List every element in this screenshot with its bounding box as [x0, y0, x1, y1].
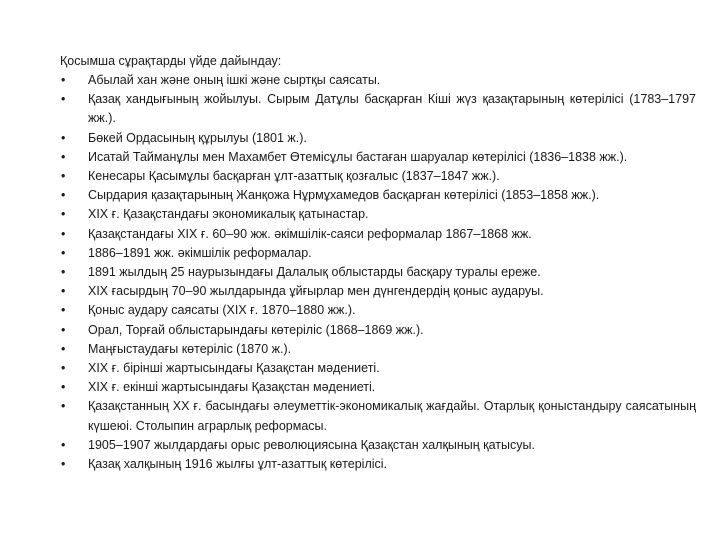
list-item-text: XIX ғ. Қазақстандағы экономикалық қатынастар. — [88, 207, 369, 222]
list-item-text: 1886–1891 жж. әкімшілік реформалар. — [88, 245, 312, 260]
bullet-icon: • — [61, 92, 66, 107]
list-item — [60, 90, 696, 128]
list-item-text: Қоныс аудару саясаты (XIX ғ. 1870–1880 жж.). — [88, 303, 356, 318]
bullet-icon: • — [61, 303, 66, 318]
list-item — [60, 167, 696, 186]
list-item — [60, 397, 696, 435]
list-item-text: XIX ғасырдың 70–90 жылдарында ұйғырлар мен дүнгендердің қоныс аударуы. — [88, 284, 544, 299]
list-item — [60, 321, 696, 340]
list-item — [60, 225, 696, 244]
list-item — [60, 340, 696, 359]
list-item-text: XIX ғ. бірінші жартысындағы Қазақстан мәдениеті. — [88, 361, 380, 376]
list-item-text: Қазақстандағы XIX ғ. 60–90 жж. әкімшілік-саяси реформалар 1867–1868 жж. — [88, 226, 532, 241]
bullet-icon: • — [61, 341, 66, 356]
list-item-text: Қазақ халқының 1916 жылғы ұлт-азаттық көтерілісі. — [88, 457, 388, 472]
list-item-text: Қазақстанның XX ғ. басындағы әлеуметтік-экономикалық жағдайы. Отарлық қоныстандыру саясатының күшеюі. Столыпин аграрлық реформасы. — [88, 399, 696, 433]
list-item-text: Орал, Торғай облыстарындағы көтеріліс (1868–1869 жж.). — [88, 322, 424, 337]
list-item — [60, 148, 696, 167]
bullet-icon: • — [61, 245, 66, 260]
bullet-icon: • — [61, 169, 66, 184]
bullet-icon: • — [61, 284, 66, 299]
list-item — [60, 455, 696, 474]
bullet-icon: • — [61, 188, 66, 203]
list-item — [60, 71, 696, 90]
list-item — [60, 301, 696, 320]
bullet-icon: • — [61, 457, 66, 472]
list-item-text: 1891 жылдың 25 наурызындағы Далалық облыстарды басқару туралы ереже. — [88, 265, 541, 280]
bullet-icon: • — [61, 399, 66, 414]
list-item-text: Сырдария қазақтарының Жанқожа Нұрмұхамедов басқарған көтерілісі (1853–1858 жж.). — [88, 188, 600, 203]
bullet-icon: • — [61, 361, 66, 376]
list-item — [60, 378, 696, 397]
list-item-text: Кенесары Қасымұлы басқарған ұлт-азаттық қозғалыс (1837–1847 жж.). — [88, 169, 500, 184]
bullet-icon: • — [61, 207, 66, 222]
bullet-icon: • — [61, 226, 66, 241]
section-heading: Қосымша сұрақтарды үйде дайындау: — [60, 54, 282, 68]
list-item — [60, 205, 696, 224]
bullet-icon: • — [61, 265, 66, 280]
list-item-text: Маңғыстаудағы көтеріліс (1870 ж.). — [88, 341, 292, 356]
bullet-icon: • — [61, 130, 66, 145]
list-item-text: 1905–1907 жылдардағы орыс революциясына Қазақстан халқының қатысуы. — [88, 437, 535, 452]
list-item-text: Исатай Тайманұлы мен Махамбет Өтемісұлы бастаған шаруалар көтерілісі (1836–1838 жж.). — [88, 149, 628, 164]
list-item — [60, 263, 696, 282]
list-item — [60, 244, 696, 263]
question-list — [60, 71, 696, 474]
list-item — [60, 282, 696, 301]
bullet-icon: • — [61, 437, 66, 452]
list-item-text: Бөкей Ордасының құрылуы (1801 ж.). — [88, 130, 307, 145]
list-item — [60, 436, 696, 455]
list-item-text: Қазақ хандығының жойылуы. Сырым Датұлы басқарған Кіші жүз қазақтарының көтерілісі (1783–1797 жж.). — [88, 92, 696, 126]
list-item — [60, 186, 696, 205]
bullet-icon: • — [61, 149, 66, 164]
list-item — [60, 129, 696, 148]
document-content — [60, 52, 696, 474]
list-item-text: Абылай хан және оның ішкі және сыртқы саясаты. — [88, 73, 381, 87]
list-item — [60, 359, 696, 378]
bullet-icon: • — [61, 322, 66, 337]
bullet-icon: • — [61, 73, 66, 87]
list-item-text: XIX ғ. екінші жартысындағы Қазақстан мәдениеті. — [88, 380, 376, 395]
bullet-icon: • — [61, 380, 66, 395]
